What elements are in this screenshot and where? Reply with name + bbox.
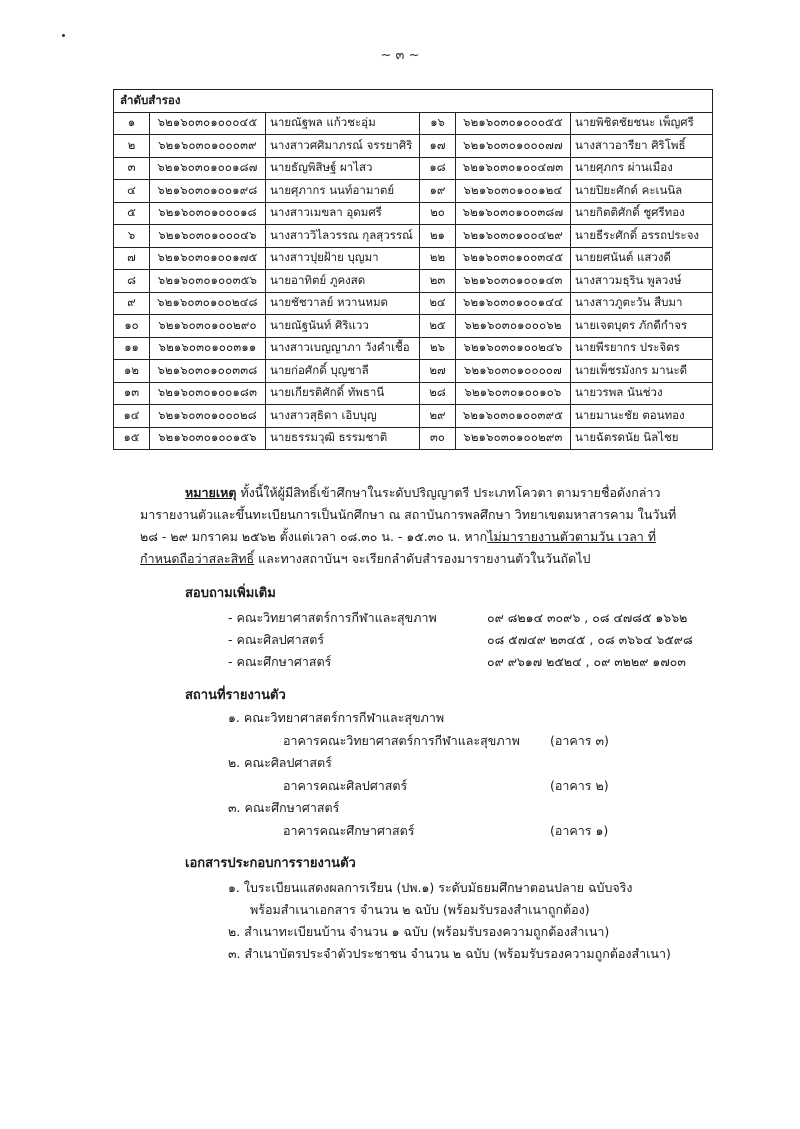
order-no-cell: ๑๑ [114, 337, 150, 360]
remark-line-1: ทั้งนี้ให้ผู้มีสิทธิ์เข้าศึกษาในระดับปริญญาตรี ประเภทโควตา ตามรายชื่อดังกล่าว [240, 485, 661, 500]
student-name-cell: นางสาวศศิมาภรณ์ จรรยาศิริ [266, 135, 420, 158]
student-name-cell: นางสาวสุธิดา เอิบบุญ [266, 405, 420, 428]
order-no-cell: ๑๐ [114, 315, 150, 338]
student-id-cell: ๖๒๑๖๐๓๐๑๐๐๒๙๓ [456, 427, 571, 450]
table-row [114, 337, 713, 360]
order-no-cell: ๑๒ [114, 360, 150, 383]
student-id-cell: ๖๒๑๖๐๓๐๑๐๐๑๒๔ [456, 180, 571, 203]
student-name-cell: นางสาวเบญญาภา วังคำเชื้อ [266, 337, 420, 360]
student-name-cell: นายวรพล นันช่วง [571, 382, 713, 405]
order-no-cell: ๒๖ [420, 337, 456, 360]
student-name-cell: นายชัชวาลย์ หวานหมด [266, 292, 420, 315]
inquiry-phone-1: ๐๙ ๘๒๑๔ ๓๐๙๖ , ๐๘ ๔๗๘๕ ๑๖๖๒ [487, 610, 688, 625]
student-name-cell: นางสาวมธุริน พูลวงษ์ [571, 270, 713, 293]
student-id-cell: ๖๒๑๖๐๓๐๑๐๐๔๗๓ [456, 157, 571, 180]
table-row [114, 360, 713, 383]
table-row [114, 247, 713, 270]
order-no-cell: ๒๓ [420, 270, 456, 293]
documents-item-1: ๑. ใบระเบียนแสดงผลการเรียน (ปพ.๑) ระดับมัธยมศึกษาตอนปลาย ฉบับจริง [228, 880, 633, 895]
student-id-cell: ๖๒๑๖๐๓๐๑๐๐๒๔๖ [456, 337, 571, 360]
table-row [114, 202, 713, 225]
student-id-cell: ๖๒๑๖๐๓๐๑๐๐๒๙๐ [150, 315, 266, 338]
order-no-cell: ๑๙ [420, 180, 456, 203]
order-no-cell: ๘ [114, 270, 150, 293]
order-no-cell: ๒ [114, 135, 150, 158]
order-no-cell: ๑๔ [114, 405, 150, 428]
student-id-cell: ๖๒๑๖๐๓๐๑๐๐๐๗๗ [456, 135, 571, 158]
table-heading: ลำดับสำรอง [114, 90, 713, 113]
remark-line-2: มารายงานตัวและขึ้นทะเบียนการเป็นนักศึกษา ณ สถาบันการพลศึกษา วิทยาเขตมหาสารคาม ในวันที่ [140, 507, 677, 522]
order-no-cell: ๑๘ [420, 157, 456, 180]
student-name-cell: นายปิยะศักด์ คะเนนิล [571, 180, 713, 203]
location-faculty-3: ๓. คณะศึกษาศาสตร์ [228, 800, 340, 815]
inquiry-phone-3: ๐๙ ๙๖๑๗ ๒๕๒๔ , ๐๙ ๓๒๒๙ ๑๗๐๓ [487, 654, 686, 669]
student-id-cell: ๖๒๑๖๐๓๐๑๐๐๑๘๓ [150, 382, 266, 405]
order-no-cell: ๗ [114, 247, 150, 270]
student-name-cell: นายณัฐนันท์ ศิริแวว [266, 315, 420, 338]
student-name-cell: นายอาทิตย์ ภูคงสด [266, 270, 420, 293]
order-no-cell: ๑ [114, 112, 150, 135]
order-no-cell: ๙ [114, 292, 150, 315]
documents-item-3: ๓. สำเนาบัตรประจำตัวประชาชน จำนวน ๒ ฉบับ (พร้อมรับรองความถูกต้องสำเนา) [228, 946, 671, 961]
student-name-cell: นายศุภากร นนท์อามาตย์ [266, 180, 420, 203]
scan-speck [62, 34, 65, 37]
order-no-cell: ๑๖ [420, 112, 456, 135]
remark-label: หมายเหตุ [185, 485, 237, 500]
student-id-cell: ๖๒๑๖๐๓๐๑๐๐๒๔๘ [150, 292, 266, 315]
order-no-cell: ๒๕ [420, 315, 456, 338]
student-name-cell: นายพีรยากร ประจิตร [571, 337, 713, 360]
student-id-cell: ๖๒๑๖๐๓๐๑๐๐๐๔๕ [150, 112, 266, 135]
documents-item-2: ๒. สำเนาทะเบียนบ้าน จำนวน ๑ ฉบับ (พร้อมรับรองความถูกต้องสำเนา) [228, 924, 610, 939]
student-name-cell: นางสาวภูตะวัน สืบมา [571, 292, 713, 315]
location-code-1: (อาคาร ๓) [550, 733, 609, 748]
table-row [114, 292, 713, 315]
student-id-cell: ๖๒๑๖๐๓๐๑๐๐๐๒๘ [150, 405, 266, 428]
order-no-cell: ๑๓ [114, 382, 150, 405]
order-no-cell: ๓ [114, 157, 150, 180]
student-name-cell: นายมานะชัย ตอนทอง [571, 405, 713, 428]
student-id-cell: ๖๒๑๖๐๓๐๑๐๐๓๕๖ [150, 270, 266, 293]
student-id-cell: ๖๒๑๖๐๓๐๑๐๐๑๙๘ [150, 180, 266, 203]
documents-item-1-cont: พร้อมสำเนาเอกสาร จำนวน ๒ ฉบับ (พร้อมรับรองสำเนาถูกต้อง) [250, 902, 590, 917]
student-name-cell: นายเพ็ชรมังกร มานะดี [571, 360, 713, 383]
order-no-cell: ๒๔ [420, 292, 456, 315]
inquiry-faculty-2: - คณะศิลปศาสตร์ [228, 632, 325, 647]
student-id-cell: ๖๒๑๖๐๓๐๑๐๐๑๗๕ [150, 247, 266, 270]
location-building-2: อาคารคณะศิลปศาสตร์ [283, 778, 408, 793]
inquiry-faculty-1: - คณะวิทยาศาสตร์การกีฬาและสุขภาพ [228, 610, 437, 625]
order-no-cell: ๔ [114, 180, 150, 203]
table-row [114, 315, 713, 338]
order-no-cell: ๒๑ [420, 225, 456, 248]
student-id-cell: ๖๒๑๖๐๓๐๑๐๐๐๓๙ [150, 135, 266, 158]
student-name-cell: นายศุภกร ผ่านเมือง [571, 157, 713, 180]
table-row [114, 157, 713, 180]
student-id-cell: ๖๒๑๖๐๓๐๑๐๐๐๑๘ [150, 202, 266, 225]
student-id-cell: ๖๒๑๖๐๓๐๑๐๐๓๘๗ [456, 202, 571, 225]
student-id-cell: ๖๒๑๖๐๓๐๑๐๐๓๙๕ [456, 405, 571, 428]
student-name-cell: นางสาวอารียา ศิริโพธิ์ [571, 135, 713, 158]
student-id-cell: ๖๒๑๖๐๓๐๑๐๐๑๘๗ [150, 157, 266, 180]
order-no-cell: ๒๗ [420, 360, 456, 383]
student-id-cell: ๖๒๑๖๐๓๐๑๐๐๑๔๓ [456, 270, 571, 293]
order-no-cell: ๓๐ [420, 427, 456, 450]
location-code-3: (อาคาร ๑) [550, 823, 609, 838]
location-faculty-1: ๑. คณะวิทยาศาสตร์การกีฬาและสุขภาพ [228, 710, 445, 725]
student-id-cell: ๖๒๑๖๐๓๐๑๐๐๑๕๖ [150, 427, 266, 450]
student-id-cell: ๖๒๑๖๐๓๐๑๐๐๓๔๕ [456, 247, 571, 270]
student-name-cell: นายฉัตรดนัย นิลไชย [571, 427, 713, 450]
table-row [114, 112, 713, 135]
student-id-cell: ๖๒๑๖๐๓๐๑๐๐๓๓๘ [150, 360, 266, 383]
order-no-cell: ๒๙ [420, 405, 456, 428]
student-name-cell: นายณัฐพล แก้วชะอุ่ม [266, 112, 420, 135]
table-row [114, 180, 713, 203]
table-heading-row [114, 90, 713, 113]
student-name-cell: นายเกียรติศักดิ์ ทัพธานี [266, 382, 420, 405]
student-name-cell: นางสาววิไลวรรณ กุลสุวรรณ์ [266, 225, 420, 248]
order-no-cell: ๒๘ [420, 382, 456, 405]
table-row [114, 225, 713, 248]
table-row [114, 135, 713, 158]
page-number: ~ ๓ ~ [380, 48, 420, 63]
student-id-cell: ๖๒๑๖๐๓๐๑๐๐๓๑๑ [150, 337, 266, 360]
remark-paragraph [140, 482, 710, 570]
student-id-cell: ๖๒๑๖๐๓๐๑๐๐๐๖๒ [456, 315, 571, 338]
reserve-list-table [113, 89, 713, 450]
student-name-cell: นางสาวปุยฝ้าย บุญมา [266, 247, 420, 270]
location-code-2: (อาคาร ๒) [550, 778, 609, 793]
order-no-cell: ๖ [114, 225, 150, 248]
student-name-cell: นายธีระศักดิ์ อรรถประจง [571, 225, 713, 248]
student-name-cell: นายธรรมวุฒิ ธรรมชาติ [266, 427, 420, 450]
student-name-cell: นายธัญพิสิษฐ์ ผาไสว [266, 157, 420, 180]
remark-line-3-underlined: ไม่มารายงานตัวตามวัน เวลา ที่ [487, 529, 656, 544]
table-row [114, 427, 713, 450]
student-name-cell: นายกิตติศักดิ์ ชูศรีทอง [571, 202, 713, 225]
student-name-cell: นายพิชิตชัยชนะ เพ็ญศรี [571, 112, 713, 135]
student-id-cell: ๖๒๑๖๐๓๐๑๐๐๐๐๗ [456, 360, 571, 383]
remark-line-4: และทางสถาบันฯ จะเรียกลำดับสำรองมารายงานตัวในวันถัดไป [254, 551, 591, 566]
inquiry-title: สอบถามเพิ่มเติม [185, 586, 276, 601]
location-building-1: อาคารคณะวิทยาศาสตร์การกีฬาและสุขภาพ [283, 733, 520, 748]
table-row [114, 382, 713, 405]
inquiry-phone-2: ๐๘ ๕๗๔๙ ๒๓๔๕ , ๐๘ ๓๖๖๔ ๖๕๙๘ [487, 632, 693, 647]
student-id-cell: ๖๒๑๖๐๓๐๑๐๐๑๐๖ [456, 382, 571, 405]
student-name-cell: นายยศนันต์ แสวงดี [571, 247, 713, 270]
order-no-cell: ๕ [114, 202, 150, 225]
documents-title: เอกสารประกอบการรายงานตัว [185, 856, 356, 871]
table-row [114, 405, 713, 428]
order-no-cell: ๒๐ [420, 202, 456, 225]
student-name-cell: นายก่อศักดิ์ บุญชาลี [266, 360, 420, 383]
student-id-cell: ๖๒๑๖๐๓๐๑๐๐๐๕๕ [456, 112, 571, 135]
location-building-3: อาคารคณะศึกษาศาสตร์ [283, 823, 415, 838]
order-no-cell: ๑๗ [420, 135, 456, 158]
student-id-cell: ๖๒๑๖๐๓๐๑๐๐๔๒๙ [456, 225, 571, 248]
remark-line-4-underlined: กำหนดถือว่าสละสิทธิ์ [140, 551, 255, 566]
table-row [114, 270, 713, 293]
remark-line-3: ๒๘ - ๒๙ มกราคม ๒๕๖๒ ตั้งแต่เวลา ๐๘.๓๐ น. - ๑๕.๓๐ น. หาก [140, 529, 488, 544]
location-title: สถานที่รายงานตัว [185, 688, 286, 703]
location-faculty-2: ๒. คณะศิลปศาสตร์ [228, 755, 332, 770]
inquiry-faculty-3: - คณะศึกษาศาสตร์ [228, 654, 332, 669]
order-no-cell: ๒๒ [420, 247, 456, 270]
student-id-cell: ๖๒๑๖๐๓๐๑๐๐๐๔๖ [150, 225, 266, 248]
order-no-cell: ๑๕ [114, 427, 150, 450]
student-name-cell: นายเจตบุตร ภักดีกำจร [571, 315, 713, 338]
student-name-cell: นางสาวเมขลา อุดมศรี [266, 202, 420, 225]
student-id-cell: ๖๒๑๖๐๓๐๑๐๐๑๔๔ [456, 292, 571, 315]
